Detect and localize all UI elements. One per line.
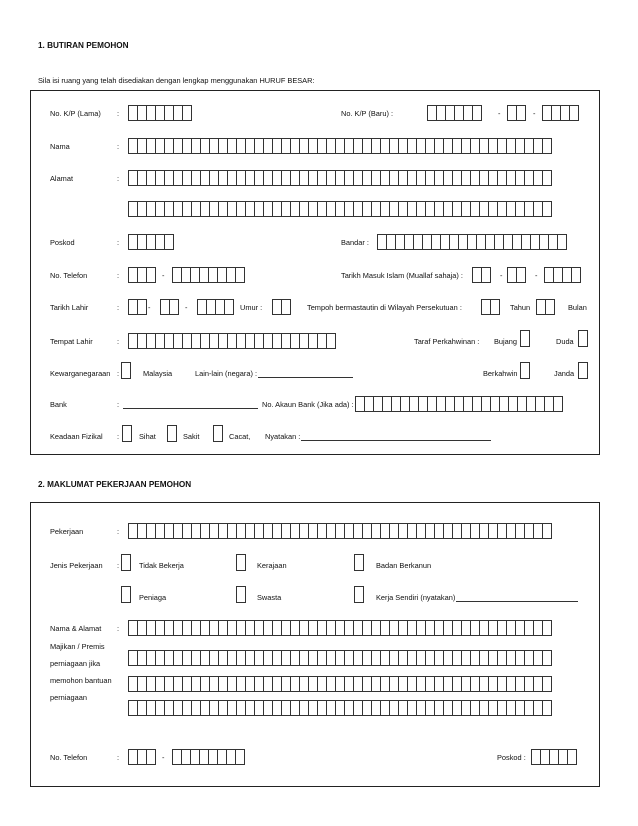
tarikh-islam-month-boxes[interactable] [507, 267, 526, 283]
char-cell[interactable] [472, 105, 482, 121]
dash: - [533, 109, 536, 118]
colon: : [117, 561, 120, 570]
tidak-bekerja-checkbox[interactable] [121, 554, 131, 571]
jenis-label: Jenis Pekerjaan [50, 561, 103, 570]
char-cell[interactable] [553, 396, 563, 412]
malaysia-label: Malaysia [143, 369, 173, 378]
sihat-checkbox[interactable] [122, 425, 132, 442]
char-cell[interactable] [164, 234, 174, 250]
lain-lain-line[interactable] [258, 376, 353, 378]
char-cell[interactable] [542, 700, 552, 716]
poskod2-label: Poskod : [497, 753, 526, 762]
char-cell[interactable] [542, 523, 552, 539]
duda-label: Duda [556, 337, 574, 346]
poskod-boxes[interactable] [128, 234, 174, 250]
char-cell[interactable] [182, 105, 192, 121]
kerja-sendiri-label: Kerja Sendiri (nyatakan) [376, 593, 456, 602]
swasta-label: Swasta [257, 593, 282, 602]
char-cell[interactable] [569, 105, 579, 121]
char-cell[interactable] [326, 333, 336, 349]
janda-checkbox[interactable] [578, 362, 588, 379]
colon: : [117, 753, 120, 762]
char-cell[interactable] [557, 234, 567, 250]
telefon-number-boxes[interactable] [172, 267, 245, 283]
char-cell[interactable] [146, 749, 156, 765]
janda-label: Janda [554, 369, 575, 378]
char-cell[interactable] [235, 267, 245, 283]
telefon-prefix-boxes[interactable] [128, 267, 156, 283]
cacat-label: Cacat, [229, 432, 251, 441]
tempoh-tahun-boxes[interactable] [481, 299, 500, 315]
umur-boxes[interactable] [272, 299, 291, 315]
dash: - [500, 271, 503, 280]
bank-label: Bank [50, 400, 67, 409]
tahun-label: Tahun [510, 303, 531, 312]
colon: : [117, 303, 120, 312]
malaysia-checkbox[interactable] [121, 362, 131, 379]
colon: : [117, 109, 120, 118]
majikan-boxes-2[interactable] [128, 650, 552, 666]
colon: : [117, 369, 120, 378]
sakit-checkbox[interactable] [167, 425, 177, 442]
peniaga-checkbox[interactable] [121, 586, 131, 603]
tempoh-bulan-boxes[interactable] [536, 299, 555, 315]
majikan-label-3: perniagaan jika [50, 659, 101, 668]
char-cell[interactable] [146, 267, 156, 283]
lain-lain-label: Lain-lain (negara) : [195, 369, 258, 378]
dash: - [185, 303, 188, 312]
char-cell[interactable] [567, 749, 577, 765]
colon: : [117, 337, 120, 346]
kerja-sendiri-checkbox[interactable] [354, 586, 364, 603]
sihat-label: Sihat [139, 432, 156, 441]
pekerjaan-boxes[interactable] [128, 523, 552, 539]
colon: : [117, 271, 120, 280]
telefon-label: No. Telefon [50, 271, 88, 280]
majikan-label-1: Nama & Alamat [50, 624, 102, 633]
majikan-boxes-4[interactable] [128, 700, 552, 716]
char-cell[interactable] [542, 138, 552, 154]
kp-baru-label: No. K/P (Baru) : [341, 109, 394, 118]
berkahwin-checkbox[interactable] [520, 362, 530, 379]
akaun-boxes[interactable] [355, 396, 563, 412]
kp-lama-label: No. K/P (Lama) [50, 109, 101, 118]
char-cell[interactable] [542, 676, 552, 692]
badan-berkanun-label: Badan Berkanun [376, 561, 432, 570]
majikan-label-5: perniagaan [50, 693, 87, 702]
majikan-boxes-3[interactable] [128, 676, 552, 692]
berkahwin-label: Berkahwin [483, 369, 518, 378]
alamat-boxes-2[interactable] [128, 201, 552, 217]
kp-lama-boxes[interactable] [128, 105, 192, 121]
char-cell[interactable] [542, 201, 552, 217]
sakit-label: Sakit [183, 432, 200, 441]
duda-checkbox[interactable] [578, 330, 588, 347]
char-cell[interactable] [137, 299, 147, 315]
alamat-boxes-1[interactable] [128, 170, 552, 186]
taraf-label: Taraf Perkahwinan : [414, 337, 480, 346]
bulan-label: Bulan [568, 303, 587, 312]
char-cell[interactable] [542, 650, 552, 666]
kerajaan-label: Kerajaan [257, 561, 287, 570]
char-cell[interactable] [571, 267, 581, 283]
tempat-lahir-label: Tempat Lahir [50, 337, 93, 346]
bandar-label: Bandar : [341, 238, 369, 247]
colon: : [117, 142, 120, 151]
char-cell[interactable] [516, 105, 526, 121]
dash: - [148, 303, 151, 312]
tarikh-lahir-month-boxes[interactable] [160, 299, 179, 315]
tarikh-lahir-day-boxes[interactable] [128, 299, 147, 315]
majikan-label-4: memohon bantuan [50, 676, 112, 685]
tarikh-islam-label: Tarikh Masuk Islam (Muallaf sahaja) : [341, 271, 463, 280]
cacat-checkbox[interactable] [213, 425, 223, 442]
majikan-label-2: Majikan / Premis [50, 642, 105, 651]
dash: - [498, 109, 501, 118]
char-cell[interactable] [542, 620, 552, 636]
telefon2-number-boxes[interactable] [172, 749, 245, 765]
nama-boxes[interactable] [128, 138, 552, 154]
kewarganegaraan-label: Kewarganegaraan [50, 369, 111, 378]
tempat-lahir-boxes[interactable] [128, 333, 336, 349]
colon: : [117, 432, 120, 441]
employment-frame [30, 502, 600, 787]
poskod2-boxes[interactable] [531, 749, 577, 765]
telefon2-label: No. Telefon [50, 753, 88, 762]
char-cell[interactable] [542, 170, 552, 186]
alamat-label: Alamat [50, 174, 74, 183]
bujang-checkbox[interactable] [520, 330, 530, 347]
kerajaan-checkbox[interactable] [236, 554, 246, 571]
dash: - [535, 271, 538, 280]
colon: : [117, 624, 120, 633]
majikan-boxes-1[interactable] [128, 620, 552, 636]
nama-label: Nama [50, 142, 70, 151]
tarikh-lahir-label: Tarikh Lahir [50, 303, 89, 312]
char-cell[interactable] [490, 299, 500, 315]
section-2-heading: 2. MAKLUMAT PEKERJAAN PEMOHON [38, 480, 192, 489]
nyatakan-label: Nyatakan : [265, 432, 301, 441]
char-cell[interactable] [281, 299, 291, 315]
char-cell[interactable] [224, 299, 234, 315]
nyatakan-line[interactable] [301, 439, 491, 441]
umur-label: Umur : [240, 303, 263, 312]
tarikh-islam-day-boxes[interactable] [472, 267, 491, 283]
bandar-boxes[interactable] [377, 234, 567, 250]
tidak-bekerja-label: Tidak Bekerja [139, 561, 184, 570]
peniaga-label: Peniaga [139, 593, 167, 602]
akaun-label: No. Akaun Bank (Jika ada) : [262, 400, 354, 409]
bujang-label: Bujang [494, 337, 518, 346]
dash: - [162, 753, 165, 762]
badan-berkanun-checkbox[interactable] [354, 554, 364, 571]
char-cell[interactable] [235, 749, 245, 765]
char-cell[interactable] [481, 267, 491, 283]
bank-line[interactable] [123, 407, 258, 409]
instruction-text: Sila isi ruang yang telah disediakan dengan lengkap menggunakan HURUF BESAR: [38, 76, 315, 85]
swasta-checkbox[interactable] [236, 586, 246, 603]
tarikh-islam-year-boxes[interactable] [544, 267, 581, 283]
telefon2-prefix-boxes[interactable] [128, 749, 156, 765]
section-1-heading: 1. BUTIRAN PEMOHON [38, 41, 129, 50]
kp-baru-boxes-1[interactable] [427, 105, 482, 121]
char-cell[interactable] [545, 299, 555, 315]
char-cell[interactable] [169, 299, 179, 315]
keadaan-label: Keadaan Fizikal [50, 432, 103, 441]
kp-baru-boxes-3[interactable] [542, 105, 579, 121]
pekerjaan-label: Pekerjaan [50, 527, 84, 536]
colon: : [117, 238, 120, 247]
colon: : [117, 527, 120, 536]
kp-baru-boxes-2[interactable] [507, 105, 526, 121]
tarikh-lahir-year-boxes[interactable] [197, 299, 234, 315]
char-cell[interactable] [516, 267, 526, 283]
dash: - [162, 271, 165, 280]
poskod-label: Poskod [50, 238, 75, 247]
colon: : [117, 400, 120, 409]
kerja-sendiri-line[interactable] [456, 600, 578, 602]
tempoh-label: Tempoh bermastautin di Wilayah Persekutuan : [307, 303, 462, 312]
colon: : [117, 174, 120, 183]
